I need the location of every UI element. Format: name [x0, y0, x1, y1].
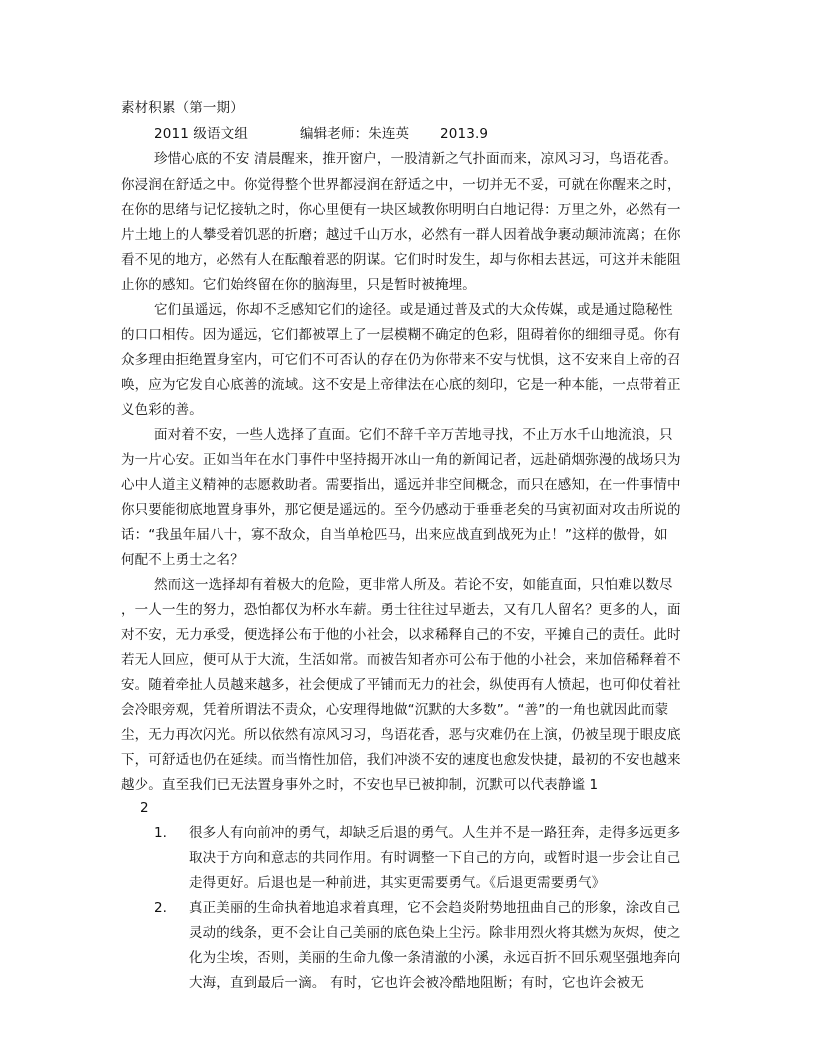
text-line: 片土地上的人攀受着饥恶的折磨；越过千山万水，必然有一群人因着战争裹动颠沛流离；在你	[121, 227, 681, 243]
text-line: 为一片心安。正如当年在水门事件中坚持揭开冰山一角的新闻记者，远赴硝烟弥漫的战场只为	[121, 452, 681, 468]
text-line: 对不安，无力承受，便选择公布于他的小社会，以求稀释自己的不安，平摊自己的责任。此时	[121, 627, 681, 643]
text-line: 下，可舒适也仍在延续。而当惰性加倍，我们冲淡不安的速度也愈发快捷，最初的不安也越来	[121, 752, 681, 768]
list-item-line: 走得更好。后退也是一种前进，其实更需要勇气。《后退更需要勇气》	[189, 875, 606, 891]
text-line: 面对着不安，一些人选择了直面。它们不辞千辛万苦地寻找，不止万水千山地流浪，只	[154, 427, 673, 443]
group-label: 2011 级语文组	[154, 126, 248, 142]
list-item-line: 灵动的线条，更不会让自己美丽的底色染上尘污。除非用烈火将其燃为灰烬，使之	[189, 925, 681, 941]
list-item-line: 真正美丽的生命执着地追求着真理，它不会趋炎附势地扭曲自己的形象，涂改自己	[189, 900, 681, 916]
text-line: 义色彩的善。	[121, 402, 203, 418]
text-line: 安。随着牵扯人员越来越多，社会便成了平铺而无力的社会，纵使再有人愤起，也可仰仗着社	[121, 677, 681, 693]
text-line: 话：“我虽年届八十，寡不敌众，自当单枪匹马，出来应战直到战死为止！”这样的傲骨，如	[121, 527, 668, 543]
text-line: 众多理由拒绝置身室内，可它们不可否认的存在仍为你带来不安与忧惧，这不安来自上帝的召	[121, 352, 681, 368]
text-line: 然而这一选择却有着极大的危险，更非常人所及。若论不安，如能直面，只怕难以数尽	[154, 577, 673, 593]
text-line: 止你的感知。它们始终留在你的脑海里，只是暂时被掩埋。	[121, 277, 476, 293]
list-item-line: 大海，直到最后一滴。 有时，它也许会被冷酷地阻断；有时，它也许会被无	[189, 975, 644, 991]
text-line: 尘，无力再次闪光。所以依然有凉风习习，鸟语花香，恶与灾难仍在上演，仍被呈现于眼皮底	[121, 727, 681, 743]
text-line: 你只要能彻底地置身事外，那它便是遥远的。至今仍感动于垂垂老矣的马寅初面对攻击所说的	[121, 502, 681, 518]
text-line: 的口口相传。因为遥远，它们都被罩上了一层模糊不确定的色彩，阻碍着你的细细寻觅。你有	[121, 327, 681, 343]
text-line: 它们虽遥远，你却不乏感知它们的途径。或是通过普及式的大众传媒，或是通过隐秘性	[154, 302, 673, 318]
text-line: 唤，应为它发自心底善的流域。这不安是上帝律法在心底的刻印，它是一种本能，一点带着正	[121, 377, 681, 393]
text-line: 心中人道主义精神的志愿救助者。需要指出，遥远并非空间概念，而只在感知，在一件事情中	[121, 477, 681, 493]
document-title: 素材积累（第一期）	[121, 100, 244, 116]
text-line: 珍惜心底的不安 清晨醒来，推开窗户，一股清新之气扑面而来，凉风习习，鸟语花香。	[154, 151, 678, 167]
list-number: 2.	[154, 900, 167, 916]
text-line: 在你的思绪与记忆接轨之时，你心里便有一块区域教你明明白白地记得：万里之外，必然有一	[121, 202, 681, 218]
issue-date: 2013.9	[440, 126, 489, 142]
editor-label: 编辑老师：朱连英	[300, 126, 410, 142]
text-line: ，一人一生的努力，恐怕都仅为杯水车薪。勇士往往过早逝去，又有几人留名？更多的人，面	[121, 602, 681, 618]
list-item-line: 很多人有向前冲的勇气，却缺乏后退的勇气。人生并不是一路狂奔，走得多远更多	[189, 825, 681, 841]
list-number: 1.	[154, 825, 167, 841]
text-line: 何配不上勇士之名？	[121, 552, 244, 568]
text-line: 越少。直至我们已无法置身事外之时，不安也早已被抑制，沉默可以代表静谧 1	[121, 777, 599, 793]
text-line: 会冷眼旁观，凭着所谓法不责众，心安理得地做“沉默的大多数”。“善”的一角也就因此而蒙	[121, 702, 669, 718]
text-line: 若无人回应，便可从于大流，生活如常。而被告知者亦可公布于他的小社会，来加倍稀释着不	[121, 652, 681, 668]
text-line: 看不见的地方，必然有人在酝酿着恶的阴谋。它们时时发生，却与你相去甚远，可这并未能阻	[121, 252, 681, 268]
text-line: 你浸润在舒适之中。你觉得整个世界都浸润在舒适之中，一切并无不妥，可就在你醒来之时，	[121, 177, 681, 193]
list-item-line: 化为尘埃，否则，美丽的生命九像一条清澈的小溪，永远百折不回乐观坚强地奔向	[189, 950, 681, 966]
list-item-line: 取决于方向和意志的共同作用。有时调整一下自己的方向，或暂时退一步会让自己	[189, 850, 681, 866]
page-marker: 2	[140, 800, 149, 816]
